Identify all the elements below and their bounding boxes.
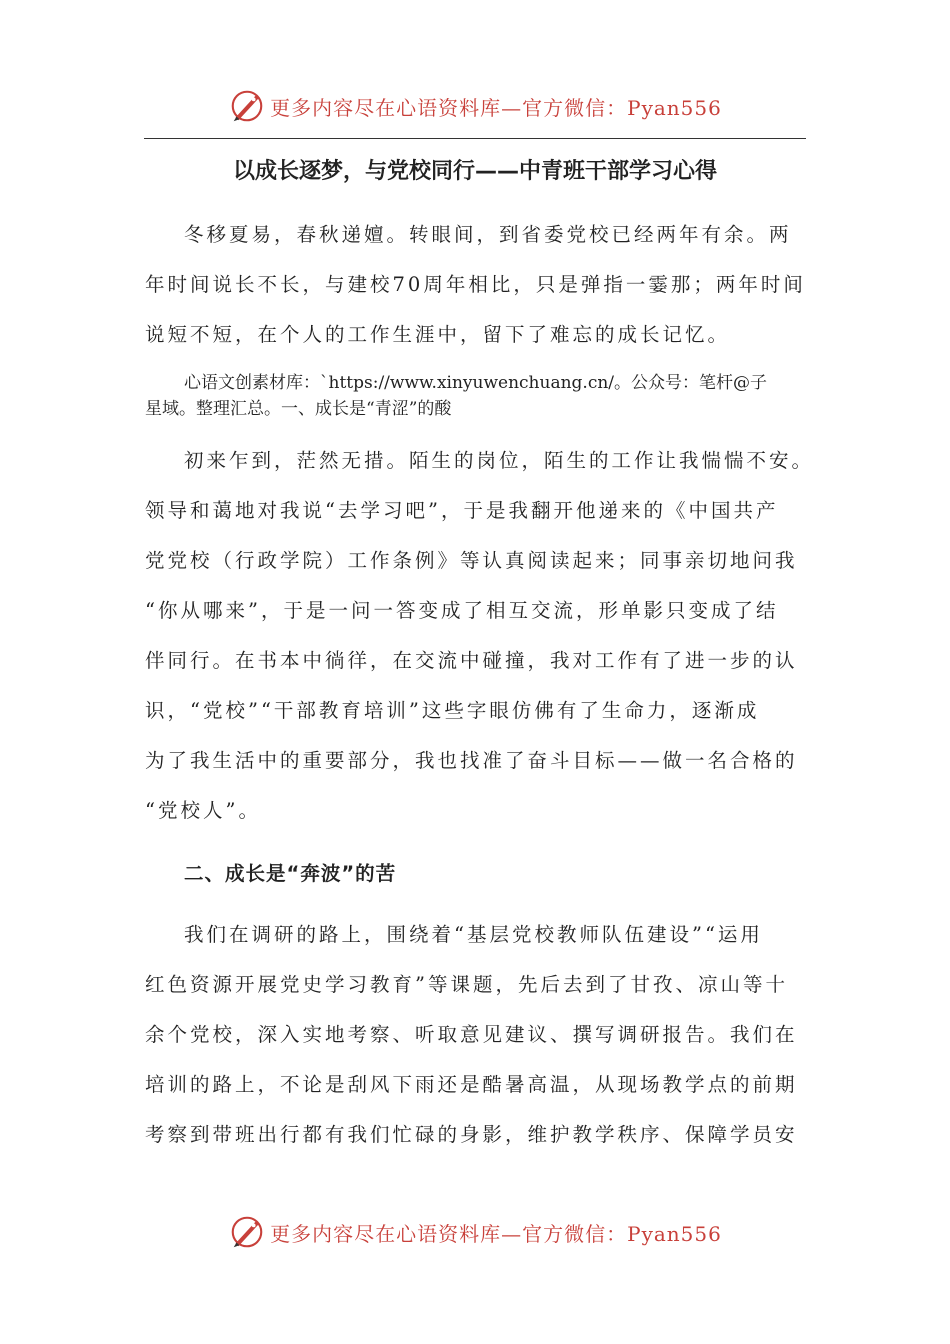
text-line: “你从哪来”，于是一问一答变成了相互交流，形单影只变成了结 [145, 599, 779, 622]
text-line: 心语文创素材库：`https://www.xinyuwenchuang.cn/。公众号：笔杆@子 [184, 373, 768, 393]
section-heading: 二、成长是“奔波”的苦 [184, 862, 397, 885]
footer-watermark [0, 1210, 950, 1254]
text-line: 冬移夏易，春秋递嬗。转眼间，到省委党校已经两年有余。两 [184, 223, 792, 246]
text-line: 初来乍到，茫然无措。陌生的岗位，陌生的工作让我惴惴不安。 [184, 449, 815, 472]
source-note [145, 370, 807, 422]
text-line: 红色资源开展党史学习教育”等课题，先后去到了甘孜、凉山等十 [145, 973, 788, 996]
text-line: 说短不短，在个人的工作生涯中，留下了难忘的成长记忆。 [145, 323, 731, 346]
text-line: 培训的路上，不论是刮风下雨还是酷暑高温，从现场教学点的前期 [145, 1073, 798, 1096]
text-line: 年时间说长不长，与建校70周年相比，只是弹指一霎那；两年时间 [145, 273, 806, 296]
text-line: 识，“党校”“干部教育培训”这些字眼仿佛有了生命力，逐渐成 [145, 699, 760, 722]
text-line: 考察到带班出行都有我们忙碌的身影，维护教学秩序、保障学员安 [145, 1123, 798, 1146]
page-title: 以成长逐梦，与党校同行——中青班干部学习心得 [232, 159, 717, 184]
paragraph-1 [145, 210, 807, 360]
text-line: 余个党校，深入实地考察、听取意见建议、撰写调研报告。我们在 [145, 1023, 798, 1046]
text-line: 伴同行。在书本中徜徉，在交流中碰撞，我对工作有了进一步的认 [145, 649, 798, 672]
text-line: “党校人”。 [145, 799, 261, 822]
pen-logo-icon [228, 1213, 266, 1251]
text-line: 党党校（行政学院）工作条例》等认真阅读起来；同事亲切地问我 [145, 549, 798, 572]
text-line: 我们在调研的路上，围绕着“基层党校教师队伍建设”“运用 [184, 923, 763, 946]
text-line: 星域。整理汇总。一、成长是“青涩”的酸 [145, 399, 452, 419]
text-line: 领导和蔼地对我说“去学习吧”，于是我翻开他递来的《中国共产 [145, 499, 779, 522]
paragraph-2 [145, 436, 815, 836]
pen-logo-icon [228, 87, 266, 125]
header-watermark [0, 84, 950, 128]
header-divider [144, 138, 806, 139]
watermark-text: 更多内容尽在心语资料库—官方微信：Pyan556 [270, 1221, 722, 1246]
paragraph-3 [145, 910, 807, 1160]
watermark-text: 更多内容尽在心语资料库—官方微信：Pyan556 [270, 95, 722, 120]
text-line: 为了我生活中的重要部分，我也找准了奋斗目标——做一名合格的 [145, 749, 798, 772]
